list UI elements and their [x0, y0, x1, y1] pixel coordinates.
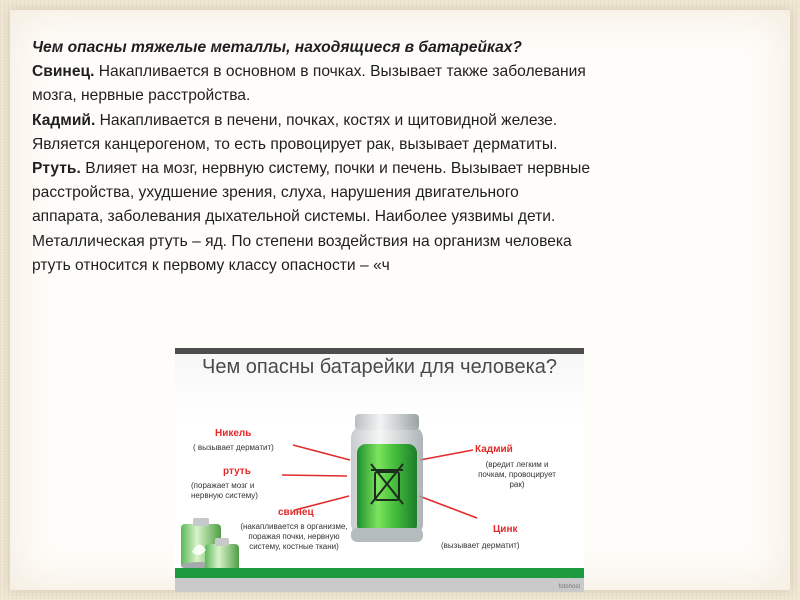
cadmium-note: (вредит легким и почкам, провоцирует рак) [478, 460, 556, 489]
cadmium-text: Накапливается в печени, почках, костях и щитовидной железе. Является канцерогеном, то есть провоцирует рак, вызывает дерматиты. [32, 111, 558, 153]
lead-note: (накапливается в организме, поражая почки, нервную систему, костные ткани) [240, 522, 348, 551]
heading: Чем опасны тяжелые металлы, находящиеся в батарейках? [32, 39, 522, 56]
lead-term: Свинец. [32, 63, 95, 81]
mercury-note: (поражает мозг и нервную систему) [191, 481, 258, 500]
mercury-term: Ртуть. [32, 160, 81, 178]
slide [10, 10, 790, 590]
zinc-label: Цинк [493, 524, 518, 535]
battery-poster [175, 348, 584, 592]
poster-title: Чем опасны батарейки для человека? [201, 356, 558, 378]
nickel-label: Никель [215, 428, 252, 439]
poster-bottom-bar [175, 578, 584, 592]
poster-green-stripe [175, 568, 584, 578]
mercury-label: ртуть [223, 466, 251, 477]
zinc-note: (вызывает дерматит) [441, 541, 520, 550]
text-block [32, 36, 592, 278]
main-battery [351, 414, 423, 542]
lead-text: Накапливается в основном в почках. Вызывает также заболевания мозга, нервные расстройства. [32, 63, 586, 105]
cadmium-label: Кадмий [475, 444, 513, 455]
cadmium-term: Кадмий. [32, 111, 96, 129]
watermark: fotohost [558, 584, 580, 590]
nickel-note: ( вызывает дерматит) [193, 443, 274, 452]
mercury-text: Влияет на мозг, нервную систему, почки и печень. Вызывает нервные расстройства, ухудшение зрения, слуха, нарушения двигательного аппарата, заболевания дыхательной системы. Наиболее уязвимы дети. Металлическая ртуть – яд. По степени воздействия на организм человека ртуть относится к первому классу опасности – «ч [32, 160, 591, 274]
lead-label: свинец [278, 507, 314, 518]
